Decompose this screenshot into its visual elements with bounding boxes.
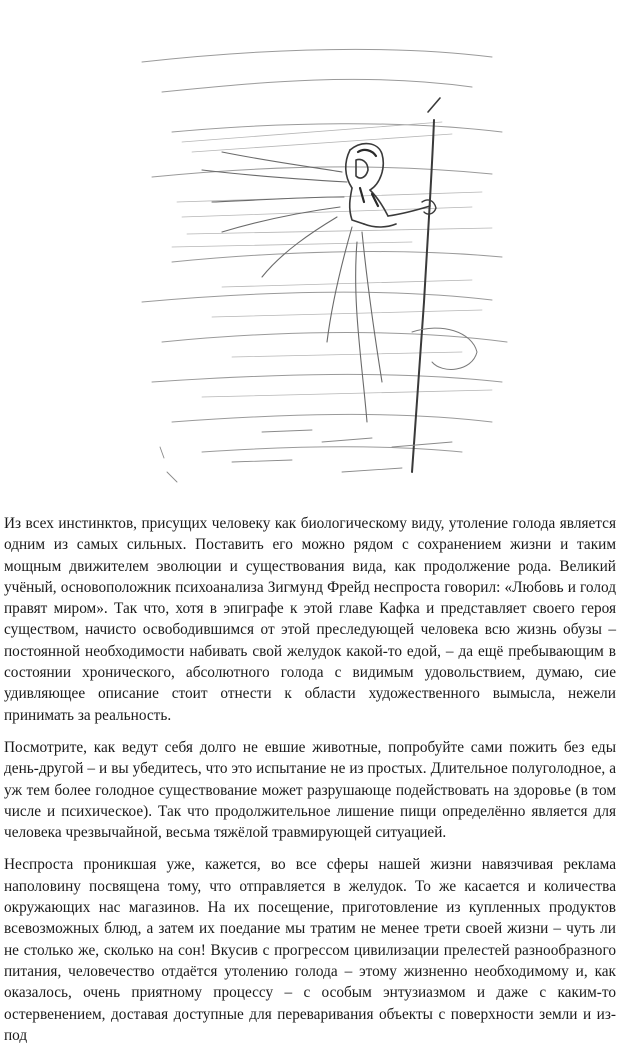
hooded-wanderer-icon bbox=[112, 2, 512, 500]
paragraph-2: Посмотрите, как ведут себя долго не евшие животные, попробуйте сами пожить без еды день-другой – и вы убедитесь, что это испытание не из простых. Длительное полуголодное, а уж тем более голодное существование может разрушающе подействовать на здоровье (в том числе и психическое). Так что продолжительное лишение пищи определённо является для человека чрезвычайной, весьма тяжёлой травмирующей ситуацией. bbox=[4, 738, 616, 842]
paragraph-1: Из всех инстинктов, присущих человеку как биологическому виду, утоление голода является одним из самых сильных. Поставить его можно рядом с сохранением жизни и таким мощным движителем эволюции и существования вида, как продолжение рода. Великий учёный, основоположник психоанализа Зигмунд Фрейд неспроста говорил: «Любовь и голод правят миром». Так что, хотя в эпиграфе к этой главе Кафка и представляет своего героя существом, начисто освободившимся от этой преследующей человека всю жизнь обузы – постоянной необходимости набивать свой желудок какой-то едой, – да ещё пребывающим в состоянии хронического, абсолютного голода с видимым удовольствием, думаю, сие удивляющее описание стоит отнести к области художественного вымысла, нежели принимать за реальность. bbox=[4, 515, 616, 724]
body-text bbox=[4, 513, 616, 1057]
sketch-illustration bbox=[112, 2, 512, 500]
paragraph-3: Неспроста проникшая уже, кажется, во все сферы нашей жизни навязчивая реклама наполовину посвящена тому, что отправляется в желудок. То же касается и количества окружающих нас магазинов. На их посещение, приготовление из купленных продуктов всевозможных блюд, а затем их поедание мы тратим не менее трети своей жизни – чуть ли не столько же, сколько на сон! Вкусив с прогрессом цивилизации прелестей разнообразного питания, человечество отдаётся утолению голода – этому жизненно необходимому и, как оказалось, очень приятному процессу – с особым энтузиазмом и даже с каким-то остервенением, доставая доступные для переваривания объекты с поверхности земли и из-под bbox=[4, 856, 616, 1044]
